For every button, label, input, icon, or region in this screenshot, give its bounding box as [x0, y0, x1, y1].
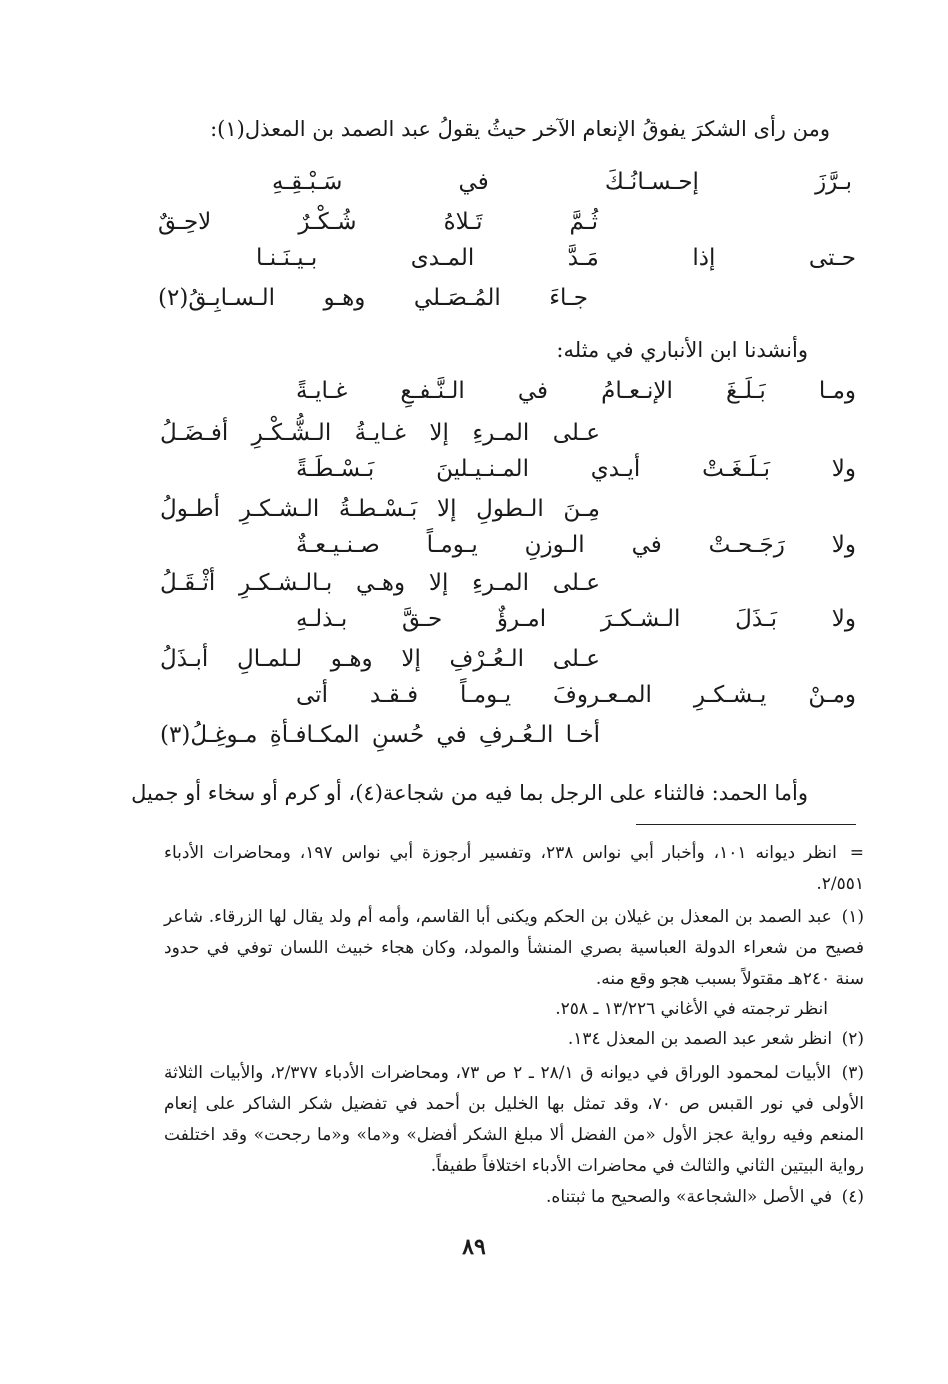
- footnote-1-ref: [168, 994, 828, 1025]
- footnote-mark: (١): [841, 907, 864, 927]
- intro-line: ومن رأى الشكرَ يفوقُ الإنعام الآخر حيثُ يقولُ عبد الصمد بن المعذل(١):: [210, 117, 830, 141]
- footnote-mark: =: [849, 843, 864, 863]
- footnote-mark: (٤): [841, 1187, 864, 1207]
- footnote-text: في الأصل «الشجاعة» والصحيح ما ثبتناه.: [546, 1187, 833, 1207]
- poem1-word: شُـكْـرٌ: [298, 209, 357, 235]
- poem1-word: ثُـمَّ: [569, 209, 598, 235]
- poem1-word: المـدى: [410, 245, 475, 271]
- poem1-word: لاحِـقٌ: [158, 209, 212, 235]
- poem2-line-5: ولا رَجَـحـتْ في الـوزنِ يـومـاً صـنـيـعـةٌ: [296, 532, 856, 558]
- poem1-word: بـيـنَـنـا: [256, 245, 318, 271]
- footnote-text: عبد الصمد بن المعذل بن غيلان بن الحكم ويكنى أبا القاسم، وأمه أم ولد يقال لها الزرقاء. شاعر فصيح من شعراء الدولة العباسية بصري المنشأ والمولد، وكان هجاء خبيث اللسان توفي في حدود سنة ٢٤٠هـ مقتولاً بسبب هجو وقع منه.: [164, 907, 864, 989]
- footnote-text: انظر ترجمته في الأغاني ١٣/٢٢٦ ـ ٢٥٨.: [555, 999, 828, 1019]
- poem2-line-10: أخـا الـعُـرفِ في حُسنِ المكـافـأةِ مـوغِـلُ(٣): [160, 722, 600, 748]
- poem1-word: بـرَّزَ: [815, 169, 852, 195]
- poem1-line-2: [158, 204, 598, 240]
- poem2-line-2: عـلى المـرءِ إلا غـايـةُ الـشُّـكْـرِ أفـضَـلُ: [160, 420, 600, 446]
- footnote-3: [164, 1058, 864, 1182]
- poem2-line-7: ولا بَـذَلَ الـشـكـرَ امـرؤٌ حـقَّ بـذلـهِ: [296, 606, 856, 632]
- poem1-word: في: [458, 169, 489, 195]
- poem2-line-4: مِـنَ الـطولِ إلا بَـسْـطـةُ الـشـكـرِ أطـولُ: [160, 496, 600, 522]
- footnote-1: [164, 902, 864, 995]
- poem2-line-8: عـلى الـعُـرْفِ إلا وهـو لـلمـالِ أبـذَلُ: [160, 646, 600, 672]
- footnote-mark: (٣): [841, 1063, 864, 1083]
- poem1-line-1: [272, 164, 852, 200]
- poem2-line-9: ومـنْ يـشـكـرِ المـعـروفَ يـومـاً فـقـد أتى: [296, 682, 856, 708]
- closing-line: وأما الحمد: فالثناء على الرجل بما فيه من شجاعة(٤)، أو كرم أو سخاء أو جميل: [131, 781, 808, 805]
- footnote-separator: [636, 824, 856, 825]
- intro-line-2: وأنشدنا ابن الأنباري في مثله:: [556, 338, 808, 362]
- poem2-line-3: ولا بَـلَـغَـتْ أيـدي المـنـيـلينَ بَـسْـطَـةً: [296, 456, 856, 482]
- poem1-word: إحـسـانُـكَ: [604, 169, 699, 195]
- poem1-word: وهـو: [323, 285, 366, 311]
- poem1-word: المُـصَـلي: [413, 285, 501, 311]
- page-number: ٨٩: [462, 1234, 486, 1260]
- poem2-line-1: ومـا بَـلَـغَ الإنـعـامُ في الـنَّـفـعِ غـايـةً: [296, 378, 856, 404]
- poem1-line-4: [158, 280, 588, 316]
- poem1-word: سَـبْـقِـهِ: [272, 169, 343, 195]
- poem1-word: جـاءَ: [549, 285, 588, 311]
- poem1-word: حـتى: [808, 245, 856, 271]
- poem1-line-3: [256, 240, 856, 276]
- poem1-word: تَـلاهُ: [443, 209, 483, 235]
- poem2-line-6: عـلى المـرءِ إلا وهـي بـالـشـكـرِ أثْـقَـلُ: [160, 570, 600, 596]
- poem1-word: مَـدَّ: [567, 245, 599, 271]
- footnote-mark: (٢): [841, 1029, 864, 1049]
- footnote-text: الأبيات لمحمود الوراق في ديوانه ق ٢٨/١ ـ ٢ ص ٧٣، ومحاضرات الأدباء ٢/٣٧٧، والأبيات الثلاثة الأولى في نور القبس ص ٧٠، وقد تمثل بها الخليل بن أحمد في تفضيل شكر الشاكر على إنعام المنعم وفيه رواية عجز الأول «من الفضل ألا مبلغ الشكر أفضل» و«ما» و«ما رجحت» وقد اختلفت رواية البيتين الثاني والثالث في محاضرات الأدباء اختلافاً طفيفاً.: [164, 1063, 864, 1176]
- poem1-word: إذا: [692, 245, 716, 271]
- footnote-text: انظر شعر عبد الصمد بن المعذل ١٣٤.: [567, 1029, 833, 1049]
- footnote-continued: [164, 838, 864, 900]
- footnote-2: [164, 1024, 864, 1055]
- footnote-4: [164, 1182, 864, 1213]
- poem1-word: الـسـابِـقُ(٢): [158, 285, 276, 311]
- footnote-text: انظر ديوانه ١٠١، وأخبار أبي نواس ٢٣٨، وتفسير أرجوزة أبي نواس ١٩٧، ومحاضرات الأدباء ٢/٥٥١.: [164, 843, 864, 894]
